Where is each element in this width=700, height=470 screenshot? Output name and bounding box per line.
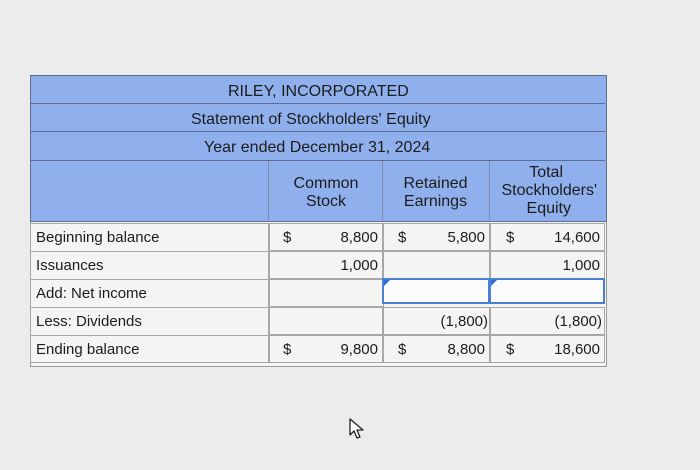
row-divider xyxy=(30,307,270,308)
column-header-retained-earnings xyxy=(382,175,489,211)
dollar-sign: $ xyxy=(506,341,515,358)
row-label-net-income: Add: Net income xyxy=(36,285,147,302)
dividends-total-equity-value: (1,800) xyxy=(554,313,602,330)
row-label-ending-balance: Ending balance xyxy=(36,341,140,358)
company-name: RILEY, INCORPORATED xyxy=(228,83,409,100)
column-header-line: Retained xyxy=(403,175,468,192)
beginning-retained-earnings-value: 5,800 xyxy=(447,229,485,246)
beginning-common-stock-value: 8,800 xyxy=(340,229,378,246)
row-divider xyxy=(30,335,270,336)
row-divider xyxy=(30,251,270,252)
column-header-line: Total xyxy=(529,164,563,181)
cell-box xyxy=(268,307,384,335)
column-header-line: Equity xyxy=(526,200,571,217)
row-label-dividends: Less: Dividends xyxy=(36,313,142,330)
column-header-line: Earnings xyxy=(403,193,468,210)
column-header-common-stock xyxy=(270,175,382,211)
net-income-total-equity-input[interactable] xyxy=(489,278,605,304)
statement-period: Year ended December 31, 2024 xyxy=(204,139,431,156)
cell-box xyxy=(382,251,491,279)
column-header-total-equity xyxy=(489,164,605,218)
ending-retained-earnings-value: 8,800 xyxy=(447,341,485,358)
dividends-retained-earnings-value: (1,800) xyxy=(440,313,488,330)
row-label-beginning-balance: Beginning balance xyxy=(36,229,160,246)
dollar-sign: $ xyxy=(398,229,407,246)
column-header-line: Stock xyxy=(305,193,346,210)
input-marker-icon xyxy=(384,280,390,286)
column-divider xyxy=(268,161,269,220)
row-label-issuances: Issuances xyxy=(36,257,104,274)
dollar-sign: $ xyxy=(283,341,292,358)
dollar-sign: $ xyxy=(283,229,292,246)
mouse-pointer-icon xyxy=(348,418,366,440)
statement-title: Statement of Stockholders' Equity xyxy=(191,111,431,128)
header-divider xyxy=(30,103,605,104)
input-marker-icon xyxy=(491,280,497,286)
row-divider xyxy=(30,279,270,280)
cell-box xyxy=(268,279,384,307)
column-header-line: Stockholders' xyxy=(501,182,597,199)
dollar-sign: $ xyxy=(506,229,515,246)
column-header-line: Common xyxy=(293,175,359,192)
ending-total-equity-value: 18,600 xyxy=(554,341,600,358)
net-income-retained-earnings-input[interactable] xyxy=(382,278,490,304)
issuances-common-stock-value: 1,000 xyxy=(340,257,378,274)
header-divider xyxy=(30,131,605,132)
ending-common-stock-value: 9,800 xyxy=(340,341,378,358)
beginning-total-equity-value: 14,600 xyxy=(554,229,600,246)
issuances-total-equity-value: 1,000 xyxy=(562,257,600,274)
header-divider xyxy=(30,160,605,161)
dollar-sign: $ xyxy=(398,341,407,358)
